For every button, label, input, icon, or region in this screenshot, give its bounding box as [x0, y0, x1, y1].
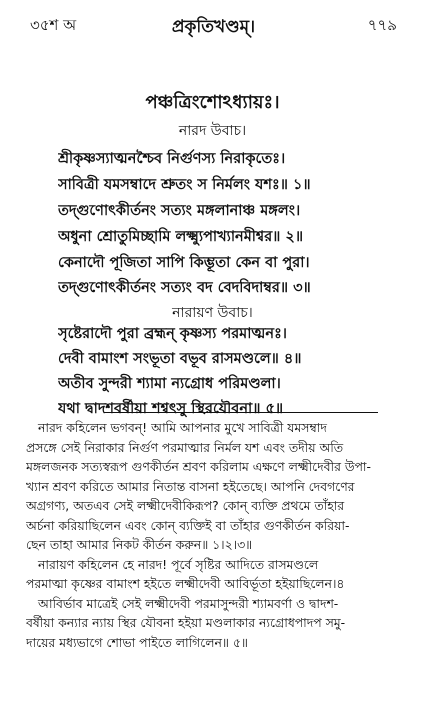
bengali-translation	[26, 418, 406, 652]
verse-line: অতীব সুন্দরী শ্যামা ন্যগ্রোধ পরিমণ্ডলা।	[58, 376, 281, 392]
translation-line: ছেন তাহা আমার নিকট কীর্তন করুন॥ ১।২।৩॥	[26, 537, 253, 552]
book-title: প্রকৃতিখণ্ডম্।	[171, 17, 256, 37]
chapter-label: ৩৫শ অ	[30, 16, 77, 34]
translation-line: প্রসঙ্গে সেই নিরাকার নির্গুণ পরমাত্মার নির্মল যশ এবং তদীয় অতি	[26, 439, 344, 455]
page-header	[30, 14, 397, 40]
speaker-narada: নারদ উবাচ।	[178, 123, 247, 139]
verse-line: দেবী বামাংশ সংভূতা বভূব রাসমণ্ডলে॥ ৪॥	[58, 351, 302, 367]
divider-rule	[104, 412, 378, 413]
verse-line: যথা দ্বাদশবর্ষীয়া শশ্বৎসু স্থিরযৌবনা॥ ৫॥	[58, 401, 284, 417]
verse-line: অধুনা শ্রোতুমিচ্ছামি লক্ষ্ম্যুপাখ্যানমীশ্বর॥ ২॥	[58, 229, 304, 245]
verse-line: কেনাদৌ পূজিতা সাপি কিম্ভূতা কেন বা পুরা।	[58, 255, 310, 271]
translation-line: নারায়ণ কহিলেন হে নারদ! পূর্বে সৃষ্টির আদিতে রাসমণ্ডলে	[38, 556, 319, 572]
verse-line: সৃষ্টেরাদৌ পুরা ব্রহ্মন্‌ কৃষ্ণস্য পরমাত্মনঃ।	[58, 326, 287, 342]
verse-line: সাবিত্রী যমসম্বাদে শ্রুতং স নির্মলং যশঃ॥ ১॥	[58, 177, 311, 193]
translation-line: দায়ের মধ্যভাগে শোভা পাইতে লাগিলেন॥ ৫॥	[26, 634, 248, 650]
translation-line: অর্চনা করিয়াছিলেন এবং কোন্‌ ব্যক্তিই বা তাঁহার গুণকীর্তন করিয়া-	[26, 517, 350, 533]
verse-line: তদ্গুণোৎকীর্তনং সত্যং বদ বেদবিদাম্বর॥ ৩॥	[58, 280, 311, 296]
page-number: ৭৭৯	[367, 16, 397, 34]
chapter-title: পঞ্চত্রিংশোঽধ্যায়ঃ।	[145, 92, 280, 113]
translation-line: খ্যান শ্রবণ করিতে আমার নিতান্ত বাসনা হইতেছে। আপনি দেবগণের	[26, 478, 355, 494]
translation-line: নারদ কহিলেন ভগবন্‌! আমি আপনার মুখে সাবিত্রী যমসম্বাদ	[38, 420, 327, 435]
speaker-narayana: নারায়ণ উবাচ।	[172, 305, 253, 321]
translation-line: অগ্রগণ্য, অতএব সেই লক্ষ্মীদেবীকিরূপ? কোন্‌ ব্যক্তি প্রথমে তাঁহার	[26, 498, 345, 513]
translation-line: বর্ষীয়া কন্যার ন্যায় স্থির যৌবনা হইয়া মণ্ডলাকার ন্যগ্রোধপাদপ সমু-	[26, 615, 346, 630]
translation-line: মঙ্গলজনক সত্যস্বরূপ গুণকীর্তন শ্রবণ করিলাম এক্ষণে লক্ষ্মীদেবীর উপা-	[26, 459, 371, 474]
translation-line: পরমাত্মা কৃষ্ণের বামাংশ হইতে লক্ষ্মীদেবী আবির্ভূতা হইয়াছিলেন।৪	[26, 576, 345, 591]
verse-line: তদ্গুণোৎকীর্তনং সত্যং মঙ্গলানাঞ্চ মঙ্গলং।	[58, 203, 301, 219]
translation-line: আবির্ভাব মাত্রেই সেই লক্ষ্মীদেবী পরমাসুন্দরী শ্যামবর্ণা ও দ্বাদশ-	[38, 595, 339, 611]
verse-line: শ্রীকৃষ্ণস্যাত্মনশ্চৈব নির্গুণস্য নিরাকৃতেঃ।	[58, 151, 286, 167]
